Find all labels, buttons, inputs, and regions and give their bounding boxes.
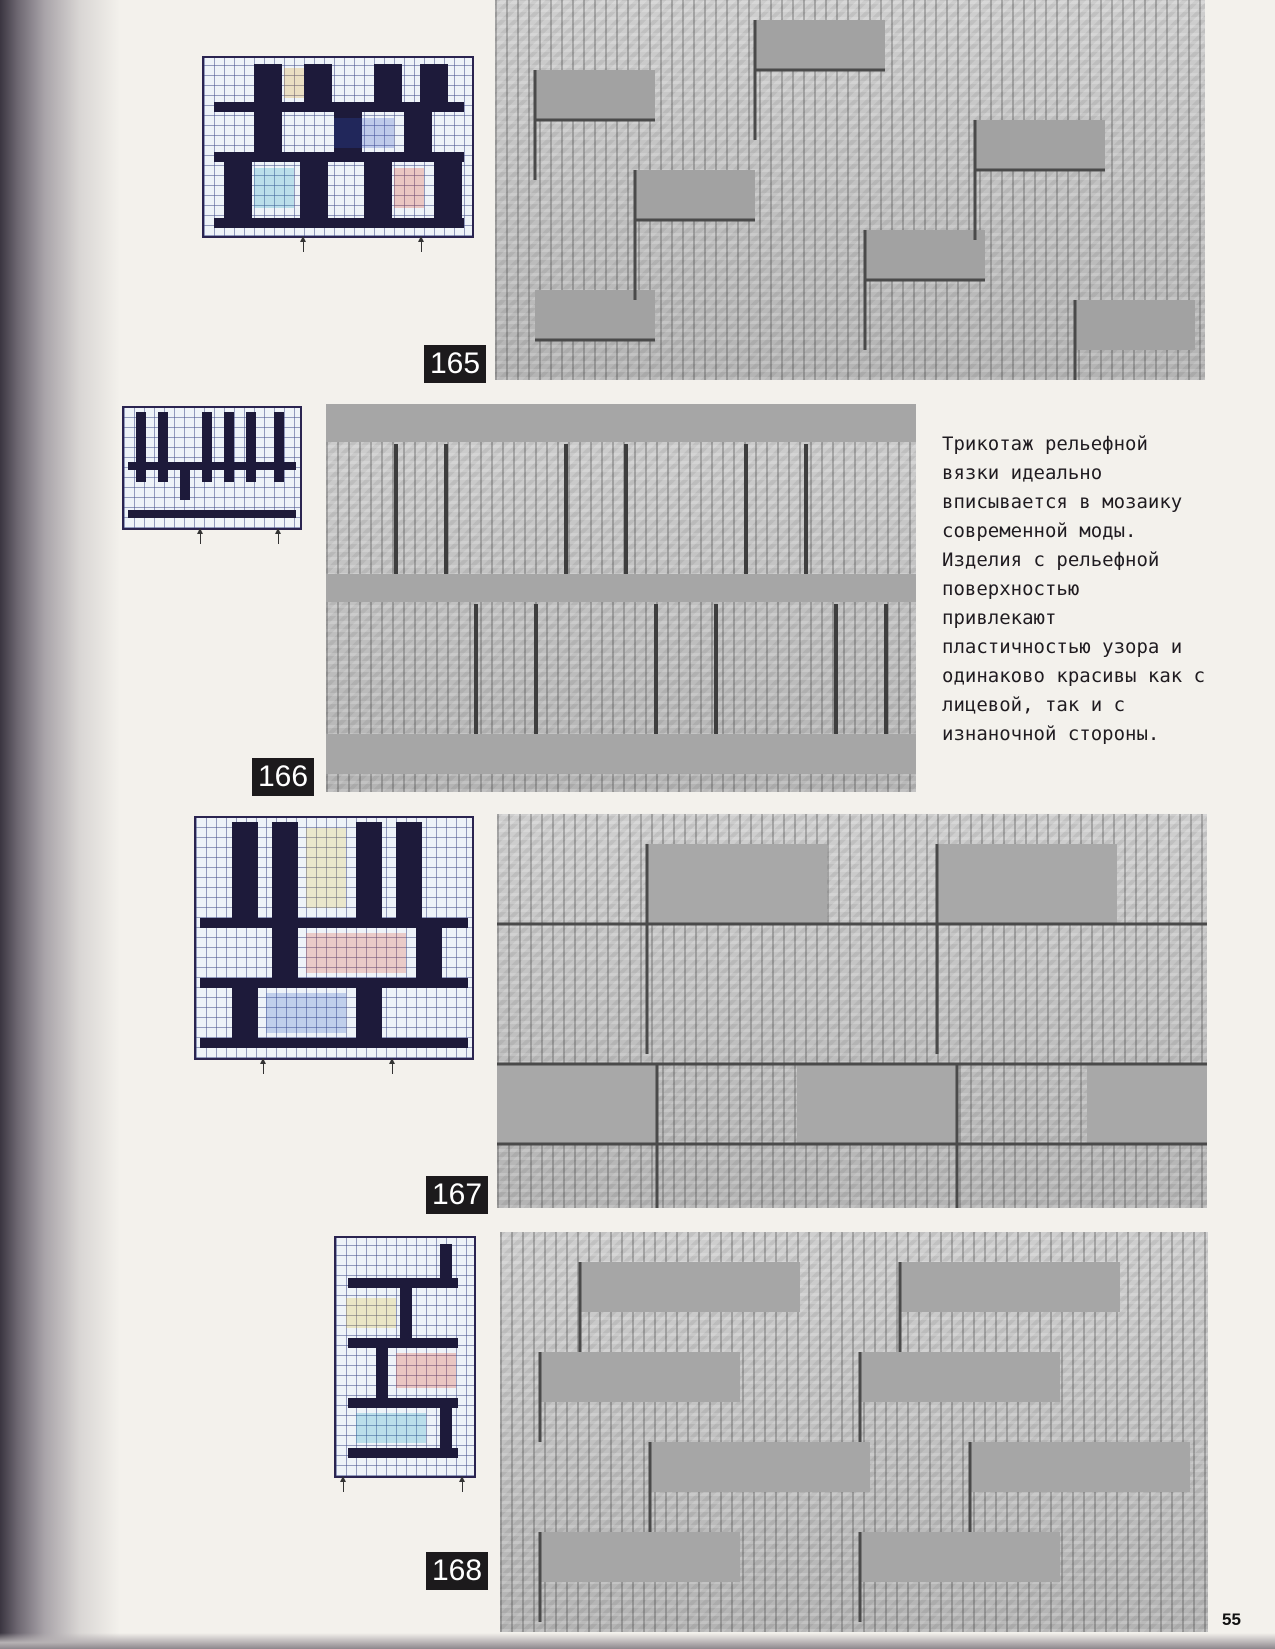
chart-165 [202,56,474,238]
arrow-icon [263,1060,264,1074]
book-spine-shadow [0,0,120,1649]
arrow-icon [392,1060,393,1074]
chart-166 [122,406,302,530]
chart-168 [334,1236,476,1478]
caption-line: одинаково красивы как с [942,665,1206,687]
caption-line: привлекают [942,607,1057,629]
caption-line: изнаночной стороны. [942,723,1160,745]
page-bottom-edge [0,1633,1275,1649]
arrow-icon [421,238,422,252]
arrow-icon [303,238,304,252]
swatch-photo-168 [500,1232,1208,1632]
caption-line: вписывается в мозаику [942,491,1183,513]
arrow-icon [343,1478,344,1492]
pattern-number-168: 168 [426,1552,488,1590]
swatch-photo-167 [497,814,1207,1208]
caption-line: лицевой, так и с [942,694,1126,716]
pattern-number-166: 166 [252,758,314,796]
arrow-icon [278,530,279,544]
caption-line: вязки идеально [942,462,1103,484]
swatch-photo-166 [326,404,916,792]
arrow-icon [462,1478,463,1492]
chart-167 [194,816,474,1060]
arrow-icon [200,530,201,544]
caption-line: современной моды. [942,520,1137,542]
caption-line: поверхностью [942,578,1080,600]
pattern-number-165: 165 [424,345,486,383]
swatch-photo-165 [495,0,1205,380]
page-number: 55 [1222,1610,1241,1629]
caption-text [942,430,1232,749]
caption-line: пластичностью узора и [942,636,1183,658]
caption-line: Трикотаж рельефной [942,433,1148,455]
caption-line: Изделия с рельефной [942,549,1160,571]
pattern-number-167: 167 [426,1176,488,1214]
